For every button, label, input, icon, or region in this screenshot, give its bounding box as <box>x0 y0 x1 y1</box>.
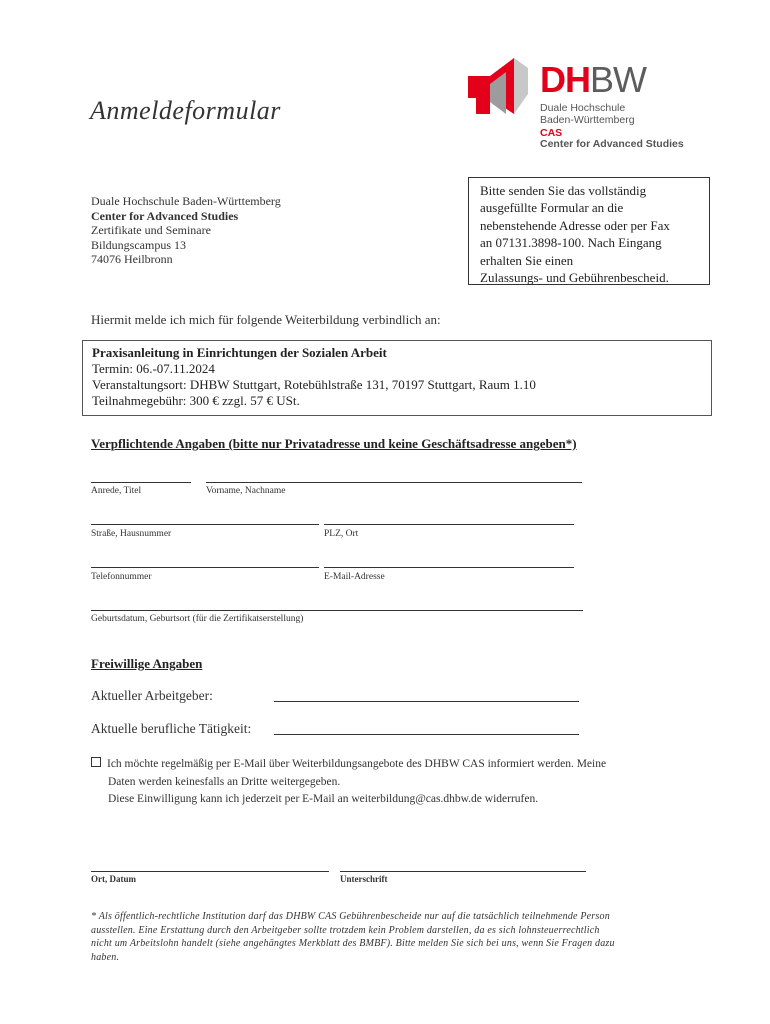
course-fee: Teilnahmegebühr: 300 € zzgl. 57 € USt. <box>92 393 300 408</box>
course-name: Praxisanleitung in Einrichtungen der Sozialen Arbeit <box>92 345 387 360</box>
logo-dh: DH <box>540 59 590 100</box>
address-line: Bildungscampus 13 <box>91 237 186 252</box>
email-field[interactable] <box>324 567 574 568</box>
notice-line: Zulassungs- und Gebührenbescheid. <box>480 270 669 286</box>
logo-bw: BW <box>590 59 646 100</box>
footnote-line: haben. <box>91 951 120 963</box>
email-label: E-Mail-Adresse <box>324 572 385 582</box>
instructions-box <box>468 177 710 285</box>
street-field[interactable] <box>91 524 319 525</box>
phone-field[interactable] <box>91 567 319 568</box>
anrede-label: Anrede, Titel <box>91 486 142 496</box>
consent-line1-row <box>91 756 691 774</box>
consent-line: Daten werden keinesfalls an Dritte weitergegeben. <box>108 775 341 788</box>
recipient-address <box>91 194 281 267</box>
footnote-line: nicht um Arbeitslohn handelt (siehe angehängtes Merkblatt des BMBF). Bitte melden Sie sich bei uns, wenn Sie Fragen dazu <box>91 938 615 949</box>
address-line: Duale Hochschule Baden-Württemberg <box>91 194 281 208</box>
address-line: Zertifikate und Seminare <box>91 223 211 237</box>
notice-line: Bitte senden Sie das vollständig <box>480 183 647 198</box>
course-details-box <box>82 340 712 416</box>
signature-field[interactable] <box>340 871 586 872</box>
street-label: Straße, Hausnummer <box>91 529 172 539</box>
consent-block <box>91 756 691 809</box>
name-field[interactable] <box>206 482 582 483</box>
phone-label: Telefonnummer <box>91 572 152 582</box>
footnote <box>91 910 681 964</box>
course-location: Veranstaltungsort: DHBW Stuttgart, Rotebühlstraße 131, 70197 Stuttgart, Raum 1.10 <box>92 377 536 392</box>
job-label: Aktuelle berufliche Tätigkeit: <box>91 721 252 736</box>
employer-field[interactable] <box>274 701 579 702</box>
footnote-line: * Als öffentlich-rechtliche Institution darf das DHBW CAS Gebührenbescheide nur auf die tatsächlich teilnehmende Person <box>91 911 610 922</box>
consent-line: Ich möchte regelmäßig per E-Mail über Weiterbildungsangebote des DHBW CAS informiert werden. Meine <box>107 758 607 770</box>
address-line: Center for Advanced Studies <box>91 208 239 223</box>
course-date: Termin: 06.-07.11.2024 <box>92 361 215 376</box>
intro-text: Hiermit melde ich mich für folgende Weiterbildung verbindlich an: <box>91 312 441 327</box>
voluntary-heading: Freiwillige Angaben <box>91 656 203 671</box>
logo-cas-long: Center for Advanced Studies <box>540 138 684 150</box>
birth-label: Geburtsdatum, Geburtsort (für die Zertifikatserstellung) <box>91 614 304 624</box>
logo-cas: CAS <box>540 127 563 139</box>
logo-line2: Baden-Württemberg <box>540 114 635 126</box>
place-date-label: Ort, Datum <box>91 874 136 884</box>
job-field[interactable] <box>274 734 579 735</box>
consent-checkbox[interactable] <box>91 757 101 767</box>
plz-label: PLZ, Ort <box>324 529 359 539</box>
signature-label: Unterschrift <box>340 874 388 884</box>
place-date-field[interactable] <box>91 871 329 872</box>
address-line: 74076 Heilbronn <box>91 252 173 266</box>
footnote-line: ausstellen. Eine Erstattung durch den Arbeitgeber sollte trotzdem kein Problem darstellen, da es sich lohnsteuerrechtlich <box>91 924 600 936</box>
notice-line: erhalten Sie einen <box>480 252 574 268</box>
plz-field[interactable] <box>324 524 574 525</box>
notice-line: ausgefüllte Formular an die <box>480 200 624 216</box>
logo-line1: Duale Hochschule <box>540 102 626 114</box>
name-label: Vorname, Nachname <box>206 486 286 496</box>
consent-line: Diese Einwilligung kann ich jederzeit per E-Mail an weiterbildung@cas.dhbw.de widerrufen. <box>108 793 539 805</box>
logo-wordmark <box>540 59 646 100</box>
form-title: Anmeldeformular <box>90 96 281 125</box>
logo-subtitle <box>540 102 635 126</box>
notice-line: an 07131.3898-100. Nach Eingang <box>480 235 662 251</box>
mandatory-heading: Verpflichtende Angaben (bitte nur Privatadresse und keine Geschäftsadresse angeben*) <box>91 436 577 451</box>
anrede-field[interactable] <box>91 482 191 483</box>
birth-field[interactable] <box>91 610 583 611</box>
employer-label: Aktueller Arbeitgeber: <box>91 688 213 703</box>
notice-line: nebenstehende Adresse oder per Fax <box>480 217 670 233</box>
